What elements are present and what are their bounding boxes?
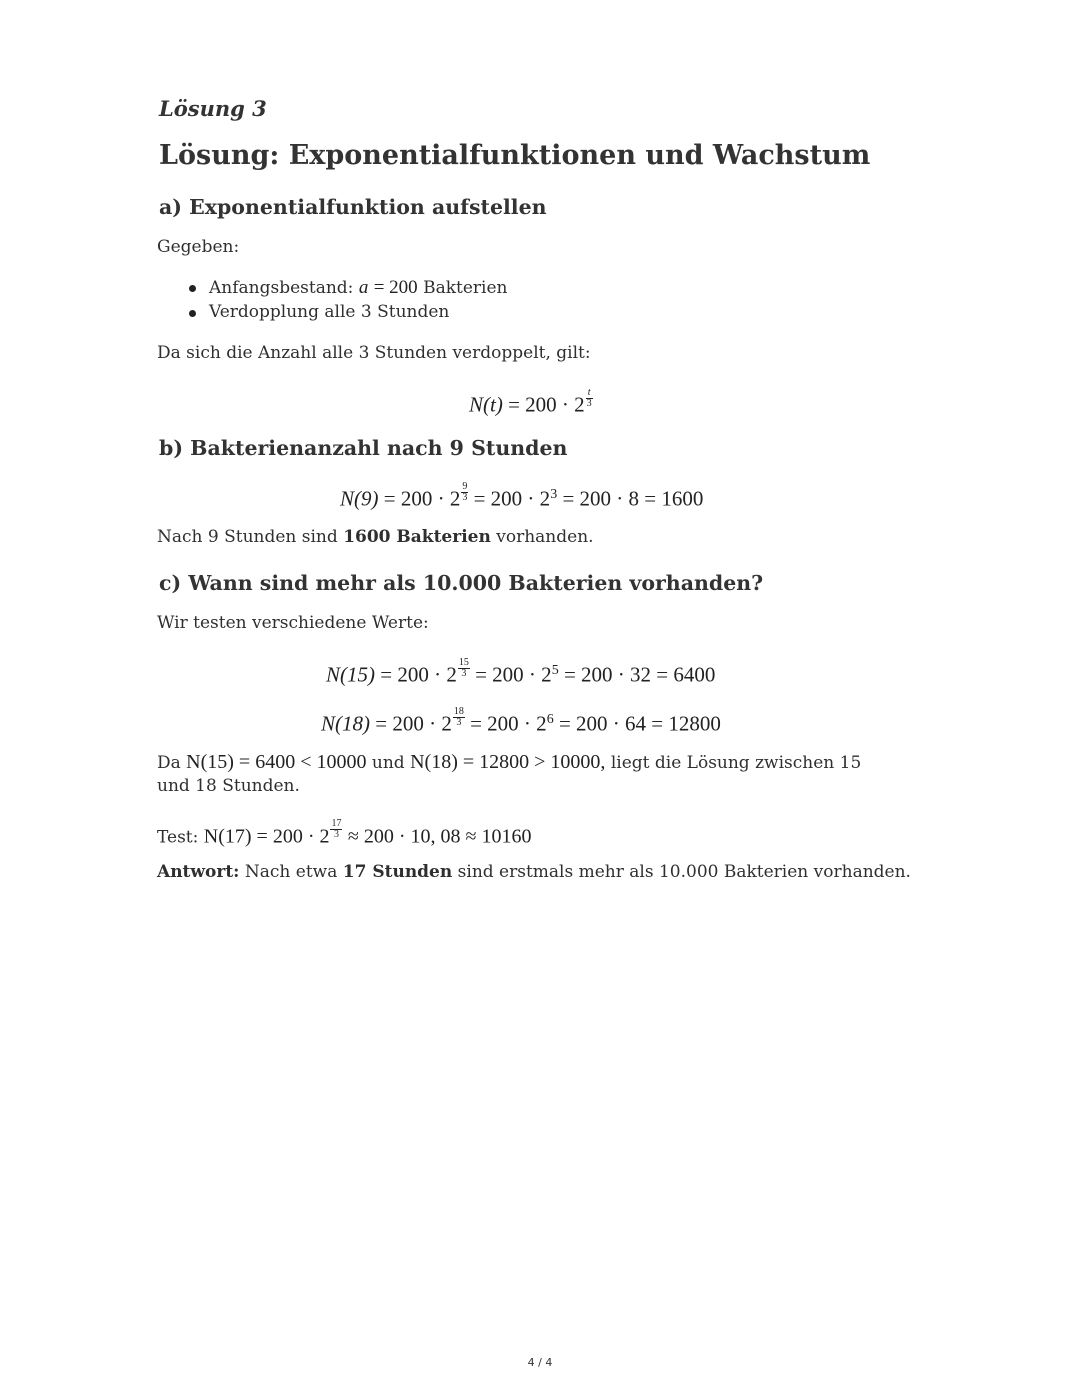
comparison-text: Da N(15) = 6400 < 10000 und N(18) = 12800 > 10000, liegt die Lösung zwischen 15 <box>157 751 862 773</box>
bullet-dot <box>189 310 196 317</box>
section-a-heading: a) Exponentialfunktion aufstellen <box>159 195 547 219</box>
given-label: Gegeben: <box>157 237 240 257</box>
bullet-dot <box>189 285 196 292</box>
exponent-fraction: $\frac{15}{3}$ <box>458 657 469 679</box>
answer-line: Antwort: Nach etwa 17 Stunden sind erstmals mehr als 10.000 Bakterien vorhanden. <box>157 862 911 882</box>
result-9-hours: Nach 9 Stunden sind 1600 Bakterien vorhanden. <box>157 527 594 547</box>
equation-n15: N(15) = 200 · 2 $\frac{15}{3}$ = $200 \cdot 2^5 = 200 \cdot 32 = 6400$ <box>326 657 716 687</box>
equation-n9: N(9) = 200 · 2 $\frac{9}{3}$ = $200 \cdot 2^3 = 200 \cdot 8 = 1600$ <box>340 481 704 511</box>
equation-n18: N(18) = 200 · 2 $\frac{18}{3}$ = $200 \cdot 2^6 = 200 \cdot 64 = 12800$ <box>321 706 721 736</box>
test-intro: Wir testen verschiedene Werte: <box>157 613 429 633</box>
formula-growth: N(t) = 200 · 2 $\frac{t}{3}$ <box>469 387 592 417</box>
section-b-heading: b) Bakterienanzahl nach 9 Stunden <box>159 436 568 460</box>
comparison-text-line2: und 18 Stunden. <box>157 776 300 796</box>
solution-kicker: Lösung 3 <box>159 96 267 121</box>
exponent-fraction: $\frac{t}{3}$ <box>586 387 592 409</box>
exponent-fraction: $\frac{18}{3}$ <box>453 706 464 728</box>
bullet-doubling: Verdopplung alle 3 Stunden <box>209 302 450 322</box>
exponent-fraction: $\frac{17}{3}$ <box>331 818 342 840</box>
page-number: 4 / 4 <box>527 1356 553 1369</box>
bullet-initial-stock: Anfangsbestand: a = 200 Bakterien <box>209 277 508 298</box>
page-title: Lösung: Exponentialfunktionen und Wachstum <box>159 140 871 171</box>
exponent-fraction: $\frac{9}{3}$ <box>462 481 468 503</box>
section-c-heading: c) Wann sind mehr als 10.000 Bakterien vorhanden? <box>159 571 764 595</box>
reason-text: Da sich die Anzahl alle 3 Stunden verdoppelt, gilt: <box>157 343 591 363</box>
test-line: Test: N(17) = 200 · 2 $\frac{17}{3}$ ≈ 200 · 10, 08 ≈ 10160 <box>157 818 532 848</box>
